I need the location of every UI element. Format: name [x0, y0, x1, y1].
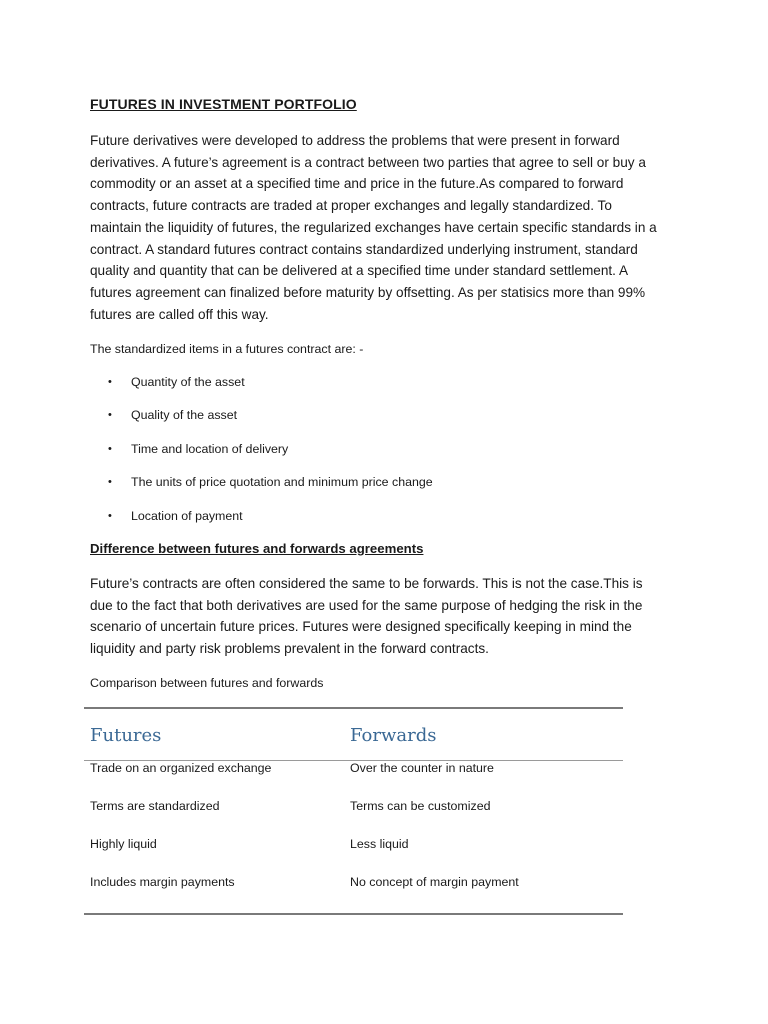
table-header-row [84, 709, 623, 761]
list-item-text: Quantity of the asset [131, 375, 245, 389]
table-row [84, 799, 623, 819]
table-cell-forwards: No concept of margin payment [350, 875, 519, 889]
list-item-text: Location of payment [131, 508, 243, 523]
table-header-futures: Futures [90, 725, 162, 746]
table-cell-futures: Trade on an organized exchange [90, 761, 272, 775]
section-heading: Difference between futures and forwards agreements [90, 541, 424, 556]
bullet-icon: • [108, 476, 112, 489]
bullet-icon: • [108, 442, 112, 455]
table-cell-futures: Includes margin payments [90, 875, 235, 889]
table-cell-forwards: Over the counter in nature [350, 761, 494, 775]
list-item-text: Time and location of delivery [131, 441, 289, 456]
list-item-text: Quality of the asset [131, 408, 238, 423]
table-row [84, 837, 623, 857]
list-item [90, 404, 433, 437]
table-row [84, 761, 623, 781]
list-item-text: The units of price quotation and minimum price change [131, 475, 433, 490]
standardized-items-list [90, 371, 433, 538]
table-header-forwards: Forwards [350, 725, 437, 746]
table-row [84, 875, 623, 895]
intro-paragraph: Future derivatives were developed to address the problems that were present in forward derivatives. A future’s agreement is a contract between two parties that agree to sell or buy a commodity or an asset at a specified time and price in the future.As compared to forward contracts, future contracts are traded at proper exchanges and legally standardized. To maintain the liquidity of futures, the regularized exchanges have certain specific standards in a contract. A standard futures contract contains standardized underlying instrument, standard quality and quantity that can be delivered at a specified time under standard settlement. A futures agreement can finalized before maturity by offsetting. As per statisics more than 99% futures are called off this way. [90, 133, 657, 322]
comparison-label: Comparison between futures and forwards [90, 676, 324, 690]
table-cell-forwards: Less liquid [350, 837, 409, 851]
list-item [90, 505, 433, 538]
list-item [90, 471, 433, 504]
difference-paragraph: Future’s contracts are often considered the same to be forwards. This is not the case.This is due to the fact that both derivatives are used for the same purpose of hedging the risk in the scenario of uncertain future prices. Futures were designed specifically keeping in mind the liquidity and party risk problems prevalent in the forward contracts. [90, 576, 643, 657]
list-item [90, 438, 433, 471]
list-item [90, 371, 433, 404]
table-cell-futures: Terms are standardized [90, 799, 220, 813]
list-intro: The standardized items in a futures contract are: - [90, 342, 364, 356]
bullet-icon: • [108, 376, 112, 388]
document-title: FUTURES IN INVESTMENT PORTFOLIO [90, 96, 357, 112]
bullet-icon: • [108, 509, 112, 522]
table-cell-futures: Highly liquid [90, 837, 157, 851]
bullet-icon: • [108, 409, 112, 422]
table-cell-forwards: Terms can be customized [350, 799, 491, 813]
comparison-table [84, 707, 623, 915]
